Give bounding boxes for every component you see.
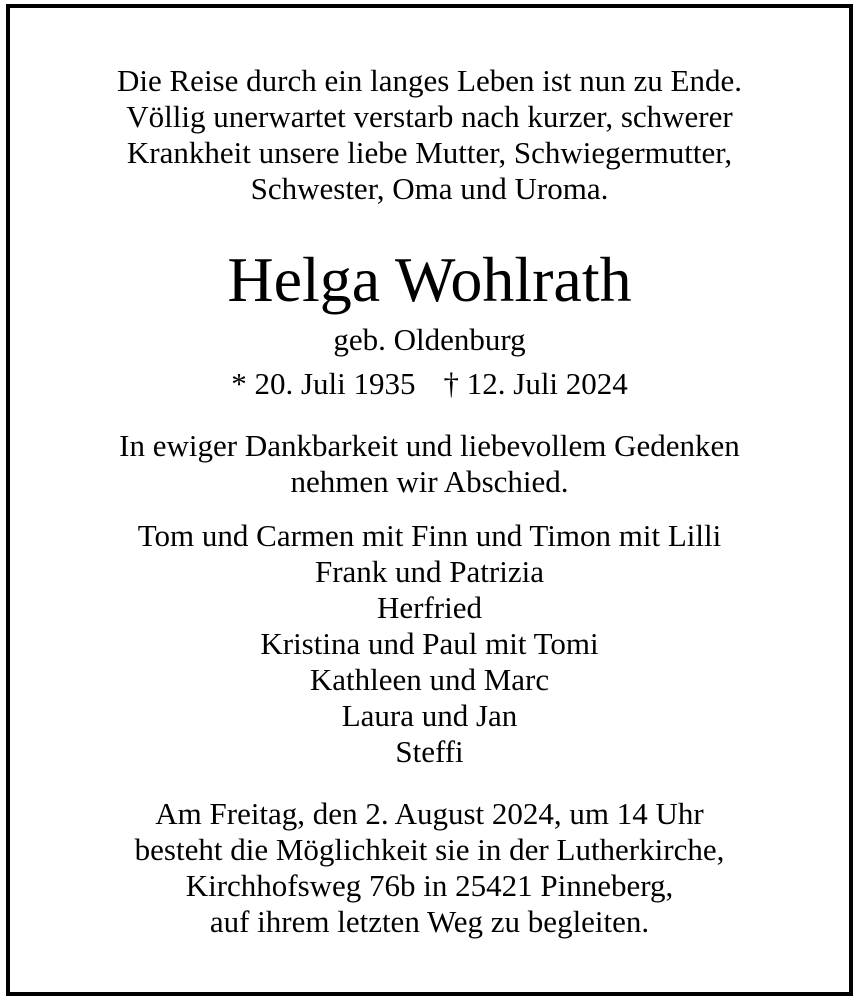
family-member: Steffi — [395, 734, 464, 769]
birth-date: * 20. Juli 1935 — [231, 366, 416, 401]
family-member: Frank und Patrizia — [314, 554, 544, 589]
farewell-text — [10, 428, 849, 500]
deceased-name: Helga Wohlrath — [227, 244, 632, 315]
obituary-frame — [6, 4, 853, 996]
family-list — [10, 518, 849, 770]
birth-name-block — [10, 322, 849, 358]
intro-line: Schwester, Oma und Uroma. — [250, 171, 609, 206]
farewell-line: nehmen wir Abschied. — [290, 464, 569, 499]
family-member: Kathleen und Marc — [309, 662, 550, 697]
service-line: Kirchhofsweg 76b in 25421 Pinneberg, — [185, 868, 674, 903]
birth-name: geb. Oldenburg — [333, 322, 526, 357]
intro-line: Völlig unerwartet verstarb nach kurzer, schwerer — [126, 99, 733, 134]
service-line: besteht die Möglichkeit sie in der Lutherkirche, — [134, 832, 725, 867]
service-details — [10, 796, 849, 940]
family-member: Laura und Jan — [341, 698, 518, 733]
family-member: Kristina und Paul mit Tomi — [260, 626, 599, 661]
service-line: auf ihrem letzten Weg zu begleiten. — [209, 904, 650, 939]
life-dates — [10, 366, 849, 402]
family-member: Herfried — [377, 590, 482, 625]
farewell-line: In ewiger Dankbarkeit und liebevollem Gedenken — [119, 428, 740, 463]
intro-line: Krankheit unsere liebe Mutter, Schwiegermutter, — [126, 135, 733, 170]
intro-text — [10, 63, 849, 207]
intro-line: Die Reise durch ein langes Leben ist nun zu Ende. — [117, 63, 742, 98]
service-line: Am Freitag, den 2. August 2024, um 14 Uhr — [155, 796, 704, 831]
death-date: † 12. Juli 2024 — [443, 366, 628, 401]
family-member: Tom und Carmen mit Finn und Timon mit Lilli — [137, 518, 722, 553]
